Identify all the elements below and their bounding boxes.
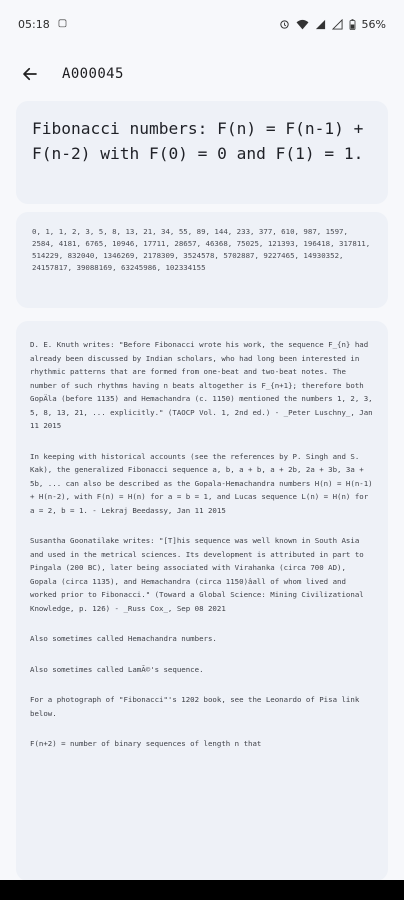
status-bar <box>0 0 404 48</box>
back-button[interactable] <box>14 58 46 90</box>
notification-icon: ▢ <box>57 18 68 29</box>
sequence-name: Fibonacci numbers: F(n) = F(n-1) + F(n-2) with F(0) = 0 and F(1) = 1. <box>32 119 364 163</box>
comments-list <box>30 338 374 751</box>
comment-paragraph: Also sometimes called Hemachandra numbers. <box>30 634 217 643</box>
comment-paragraph: D. E. Knuth writes: "Before Fibonacci wrote his work, the sequence F_{n} had already been discussed by Indian scholars, who had long been interested in rhythmic patterns that are formed from one-beat and two-beat notes. The number of such rhythms having n beats altogether is F_{n+1}; therefore both GopÄla (before 1135) and Hemachandra (c. 1150) mentioned the numbers 1, 2, 3, 5, 8, 13, 21, ... explicitly." (TAOCP Vol. 1, 2nd ed.) - _Peter Luschny_, Jan 11 2015 <box>30 340 373 430</box>
sequence-terms: 0, 1, 1, 2, 3, 5, 8, 13, 21, 34, 55, 89, 144, 233, 377, 610, 987, 1597, 2584, 4181, 6765, 10946, 17711, 28657, 46368, 75025, 121393, 196418, 317811, 514229, 832040, 1346269, 2178309, 3524578, 5702887, 9227465, 14930352, 24157817, 39088169, 63245986, 102334155 <box>32 227 371 272</box>
status-left <box>18 18 67 31</box>
comment-paragraph: Susantha Goonatilake writes: "[T]his sequence was well known in South Asia and used in the metrical sciences. Its development is attributed in part to Pingala (200 BC), later being associated with Virahanka (circa 700 AD), Gopala (circa 1135), and Hemachandra (circa 1150)âall of whom lived and worked prior to Fibonacci." (Toward a Global Science: Mining Civilizational Knowledge, p. 126) - _Russ Cox_, Sep 08 2021 <box>30 536 364 613</box>
comment-paragraph: For a photograph of "Fibonacci"'s 1202 book, see the Leonardo of Pisa link below. <box>30 695 360 718</box>
name-card <box>16 101 388 204</box>
status-right <box>279 18 386 31</box>
sequence-card <box>16 212 388 308</box>
top-app-bar <box>0 48 404 100</box>
battery-icon <box>349 19 356 30</box>
comments-card <box>16 321 388 881</box>
comment-paragraph: F(n+2) = number of binary sequences of length n that <box>30 739 262 748</box>
arrow-left-icon <box>21 65 39 83</box>
system-navigation-bar <box>0 880 404 900</box>
signal-icon-2 <box>332 19 343 30</box>
comment-paragraph: Also sometimes called LamÃ©'s sequence. <box>30 664 204 674</box>
comment-paragraph: In keeping with historical accounts (see the references by P. Singh and S. Kak), the generalized Fibonacci sequence a, b, a + b, a + 2b, 2a + 3b, 3a + 5b, ... can also be described as the Gopala-Hemachandra numbers H(n) = H(n-1) + H(n-2), with F(n) = H(n) for a = b = 1, and Lucas sequence L(n) = H(n) for a = 2, b = 1. - Lekraj Beedassy, Jan 11 2015 <box>30 451 373 515</box>
alarm-icon <box>279 19 290 30</box>
sequence-id: A000045 <box>62 66 124 82</box>
wifi-icon <box>296 19 309 30</box>
signal-icon <box>315 19 326 30</box>
battery-percent: 56% <box>361 17 386 31</box>
status-time: 05:18 <box>18 17 50 31</box>
